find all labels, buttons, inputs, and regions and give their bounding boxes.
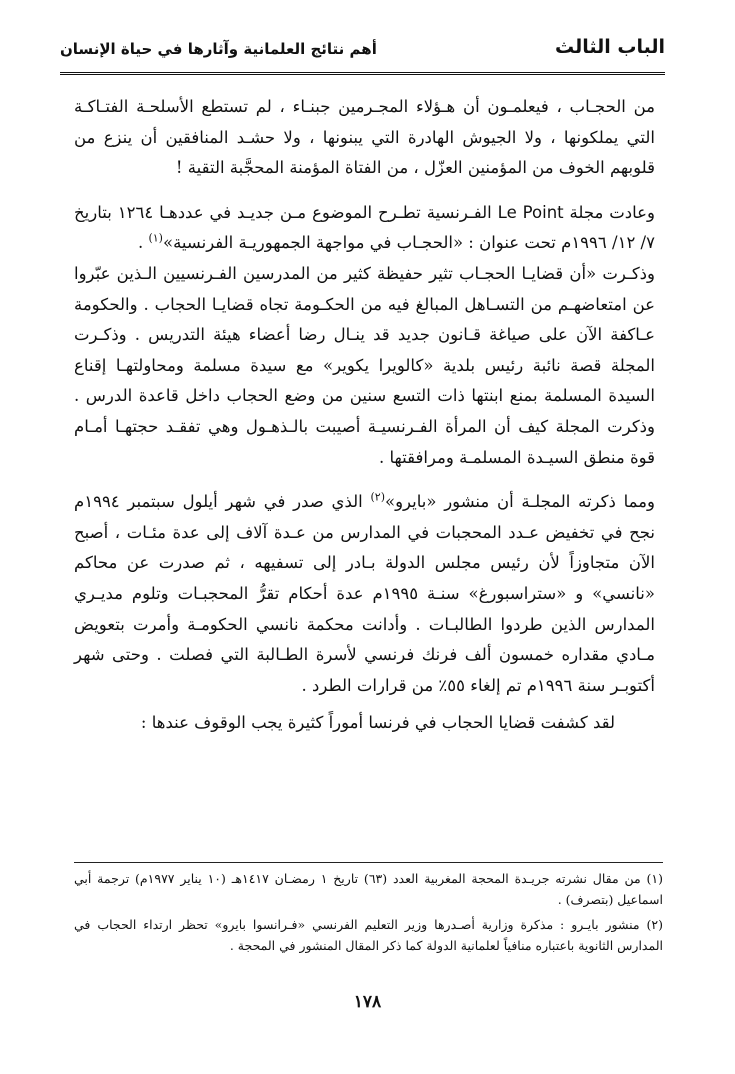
paragraph-text: .: [137, 233, 149, 253]
paragraph-text: من الحجـاب ، فيعلمـون أن هـؤلاء المجـرمين جبنـاء ، لم تستطع الأسلحـة الفتـاكـة التي يملكونها ، ولا الجيوش الهادرة التي يبنونها ، ولا حشـد المنافقين أن ينزع من قلوبهم الخوف من المؤمنين العزّل ، من الفتاة المؤمنة المحجَّبة التقية !: [74, 97, 655, 178]
magazine-name: Le Point: [497, 202, 564, 222]
paragraph-2: [74, 198, 655, 259]
paragraph-text: الذي صدر في شهر أيلول سبتمبر ١٩٩٤م نجح في تخفيض عـدد المحجبات في المدارس من عـدة آلاف إلى عدة مئـات ، أصبح الآن متجاوزاً لأن رئيس مجلس الدولة بـادر إلى تسفيهه ، ثم صدرت عن محاكم «نانسي» و «ستراسبورغ» سنـة ١٩٩٥م عدة أحكام تقرُّ المحجبـات وتلوم مديـري المدارس الذين طردوا الطالبـات . وأدانت محكمة نانسي الحكومـة وأمرت بتعويض مـادي مقداره خمسون ألف فرنك فرنسي لأسرة الطـالبة التي فصلت . وحتى شهر أكتوبـر سنة ١٩٩٦م تم إلغاء ٥٥٪ من قرارات الطرد .: [74, 492, 655, 695]
intro-line: لقد كشفت قضايا الحجاب في فرنسا أموراً كثيرة يجب الوقوف عندها :: [140, 713, 615, 733]
paragraph-text: الفـرنسية تطـرح الموضوع مـن جديـد في عددهـا ١٢٦٤ بتاريخ ٧/ ١٢/ ١٩٩٦م تحت عنوان : «الحجـاب في مواجهة الجمهوريـة الفرنسية»: [74, 202, 655, 253]
footnote-ref[interactable]: (٢): [370, 490, 385, 504]
footnote-2: (٢) منشور بايـرو : مذكرة وزارية أصـدرها وزير التعليم الفرنسي «فـرانسوا بايرو» تحظر ارتداء الحجاب في المدارس الثانوية باعتباره منافياً لعلمانية الدولة كما ذكر المقال المنشور في المحجة .: [74, 917, 663, 953]
running-header: [60, 34, 665, 70]
running-title: أهم نتائج العلمانية وآثارها في حياة الإنسان: [60, 40, 377, 58]
header-rule: [60, 72, 665, 75]
footnote-1: (١) من مقال نشرته جريـدة المحجة المغربية العدد (٦٣) تاريخ ١ رمضـان ١٤١٧هـ (١٠ يناير ١٩٧٧م) ترجمة أبي اسماعيل (بتصرف) .: [74, 871, 664, 907]
footnotes: [74, 868, 663, 960]
paragraph-text: ومما ذكرته المجلـة أن منشور «بايرو»: [384, 492, 655, 512]
footnote-rule: [74, 862, 663, 863]
page-number: ١٧٨: [353, 992, 382, 1012]
paragraph-text: وعادت مجلة: [563, 202, 655, 222]
body-text: [74, 92, 655, 732]
paragraph-4: [74, 487, 655, 701]
footnote-ref[interactable]: (١): [148, 231, 163, 245]
chapter-label: الباب الثالث: [554, 36, 665, 58]
paragraph-text: وذكـرت «أن قضايـا الحجـاب تثير حفيظة كثير من المدرسين الفـرنسيين الـذين عبّروا عن امتعاضهـم من التسـاهل المبالغ فيه من الحكـومة تجاه قضايـا الحجاب . والحكومة عـاكفة الآن على صياغة قـانون جديد قد ينـال رضا أعضاء هيئة التدريس . وذكـرت المجلة قصة نائبة رئيس بلدية «كالويرا يكوير» مع سيدة مسلمة ومحاولتهـا إقناع السيدة المسلمة بمنع ابنتها ذات التسع سنين من وضع الحجاب داخل قاعدة الدرس . وذكرت المجلة كيف أن المرأة الفـرنسيـة أصيبت بالـذهـول وهي تفقـد حجتهـا أمـام قوة منطق السيـدة المسلمـة ومرافقتها .: [74, 263, 655, 467]
paragraph-1: [74, 92, 655, 184]
paragraph-3: [74, 259, 655, 473]
